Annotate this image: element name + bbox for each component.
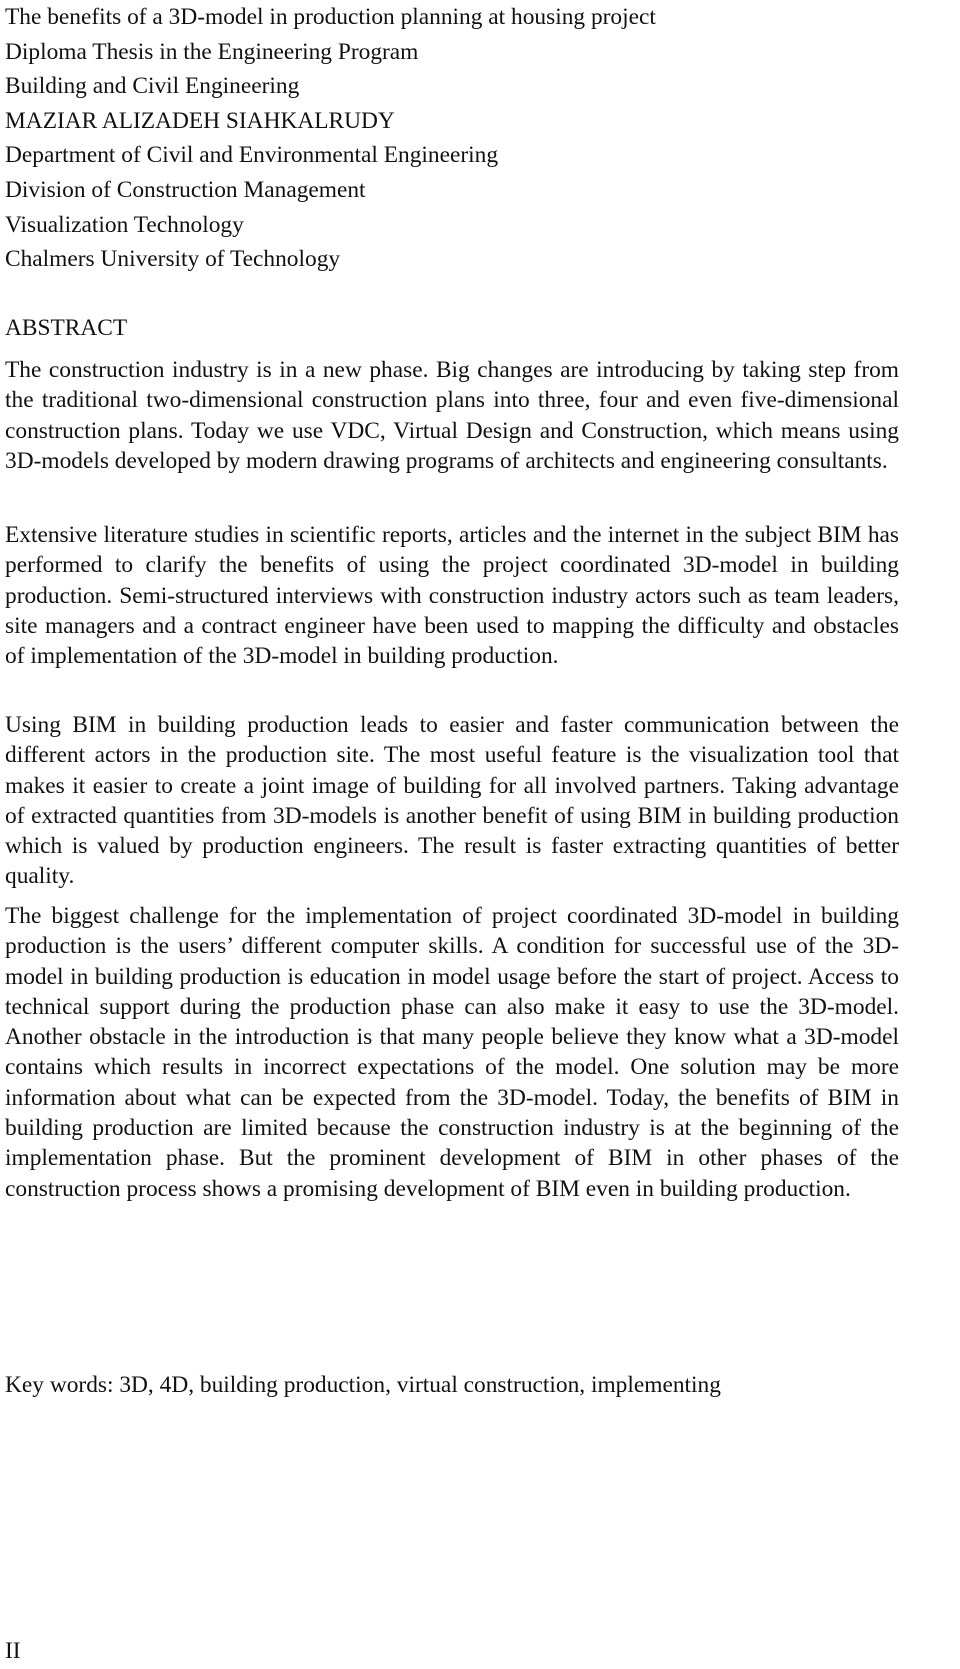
- title-block: [5, 0, 905, 277]
- author-name: MAZIAR ALIZADEH SIAHKALRUDY: [5, 107, 395, 134]
- keywords-line: Key words: 3D, 4D, building production, virtual construction, implementing: [5, 1372, 721, 1398]
- program-name: Building and Civil Engineering: [5, 73, 300, 100]
- abstract-heading: ABSTRACT: [5, 315, 128, 341]
- thesis-type: Diploma Thesis in the Engineering Program: [5, 38, 419, 65]
- page-number: II: [5, 1638, 21, 1664]
- abstract-paragraph-4: The biggest challenge for the implementation of project coordinated 3D-model in building production is the users’ different computer skills. A condition for successful use of the 3D-model in building production is education in model usage before the start of project. Access to technical support during the production phase can also make it easy to use the 3D-model. Another obstacle in the introduction is that many people believe they know what a 3D-model contains which results in incorrect expectations of the model. One solution may be more information about what can be expected from the 3D-model. Today, the benefits of BIM in building production are limited because the construction industry is at the beginning of the implementation phase. But the prominent development of BIM in other phases of the construction process shows a promising development of BIM even in building production.: [5, 903, 899, 1202]
- research-group: Visualization Technology: [5, 211, 244, 238]
- thesis-title: The benefits of a 3D-model in production planning at housing project: [5, 4, 656, 30]
- department-name: Department of Civil and Environmental Engineering: [5, 142, 499, 169]
- division-name: Division of Construction Management: [5, 176, 366, 203]
- abstract-paragraph-1: The construction industry is in a new phase. Big changes are introducing by taking step from the traditional two-dimensional construction plans into three, four and even five-dimensional construction plans. Today we use VDC, Virtual Design and Construction, which means using 3D-models developed by modern drawing programs of architects and engineering consultants.: [5, 357, 899, 474]
- university-name: Chalmers University of Technology: [5, 246, 341, 273]
- abstract-paragraph-3: Using BIM in building production leads to easier and faster communication between the different actors in the production site. The most useful feature is the visualization tool that makes it easier to create a joint image of building for all involved partners. Taking advantage of extracted quantities from 3D-models is another benefit of using BIM in building production which is valued by production engineers. The result is faster extracting quantities of better quality.: [5, 712, 899, 890]
- abstract-paragraph-2: Extensive literature studies in scientific reports, articles and the internet in the subject BIM has performed to clarify the benefits of using the project coordinated 3D-model in building production. Semi-structured interviews with construction industry actors such as team leaders, site managers and a contract engineer have been used to mapping the difficulty and obstacles of implementation of the 3D-model in building production.: [5, 522, 899, 670]
